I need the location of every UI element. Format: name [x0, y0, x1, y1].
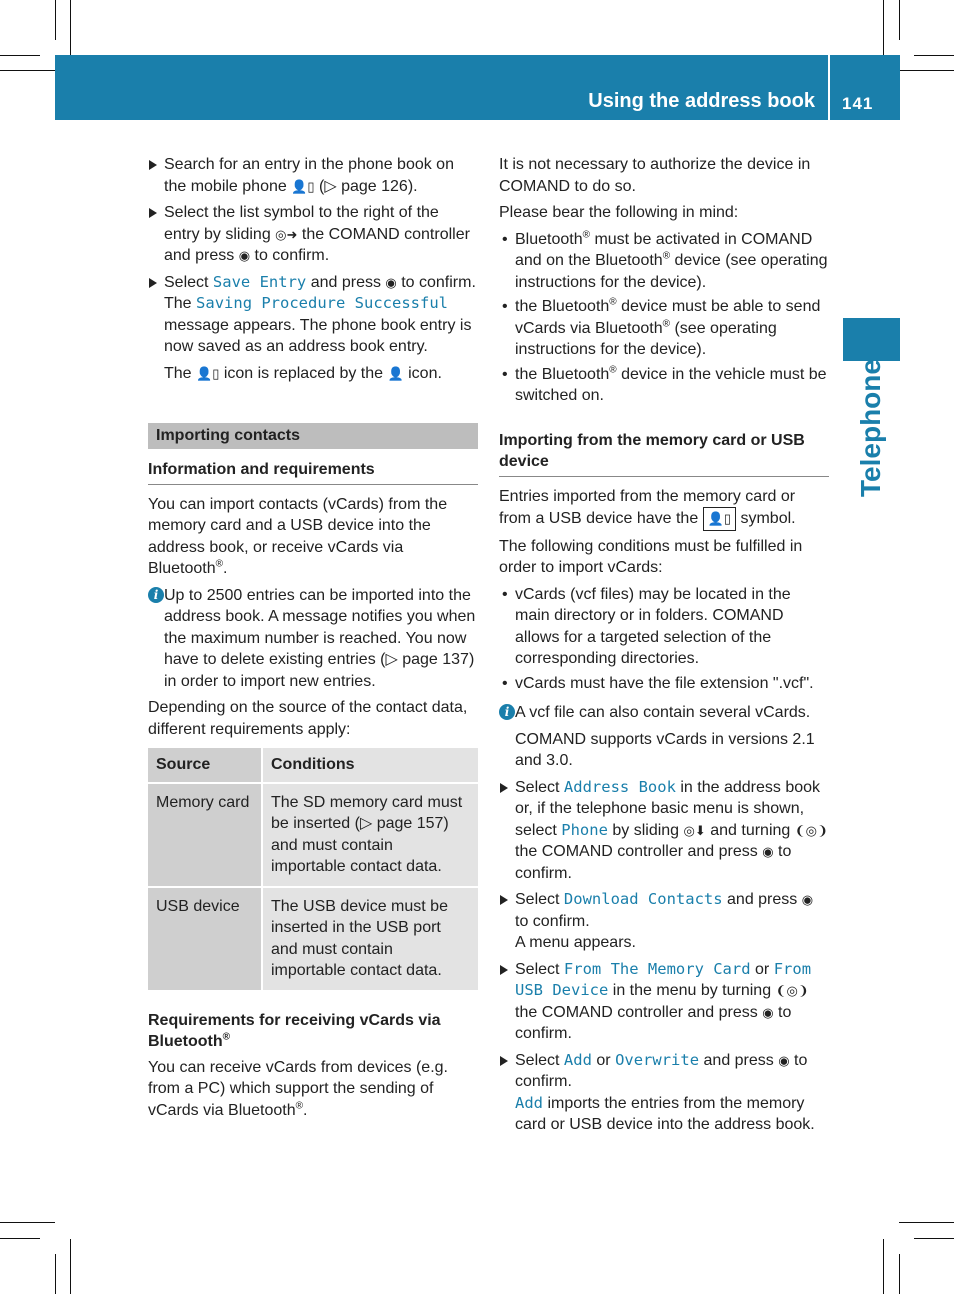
- list-item: • the Bluetooth® device in the vehicle must be switched on.: [499, 364, 829, 407]
- menu-item-from-memory-card: From The Memory Card: [563, 959, 751, 978]
- info-note: i Up to 2500 entries can be imported into the address book. A message notifies you when the maximum number is reached. You now have to delete existing entries (▷ page 137) in order to import new entries.: [148, 585, 478, 693]
- crop-mark: [0, 1238, 40, 1239]
- menu-item-add: Add: [563, 1050, 592, 1069]
- left-column: [148, 154, 478, 1126]
- menu-item-overwrite: Overwrite: [615, 1050, 700, 1069]
- crop-mark: [55, 1254, 56, 1294]
- table-header-row: [148, 748, 478, 783]
- crop-mark: [883, 1239, 884, 1294]
- list-item: • the Bluetooth® device must be able to send vCards via Bluetooth® (see operating instructions for the device).: [499, 296, 829, 361]
- instruction-step: Select the list symbol to the right of the entry by sliding ◎➜ the COMAND controller and press ◉ to confirm.: [148, 202, 478, 267]
- controller-press-icon: ◉: [385, 274, 397, 290]
- message-saving-successful: Saving Procedure Successful: [196, 294, 448, 312]
- chapter-tab: [843, 318, 900, 361]
- menu-item-add: Add: [515, 1093, 543, 1112]
- menu-item-download-contacts: Download Contacts: [563, 890, 723, 908]
- menu-item-save-entry: Save Entry: [212, 272, 307, 291]
- list-item: • vCards must have the file extension ".vcf".: [499, 673, 829, 695]
- table-header: Source: [148, 748, 262, 783]
- info-icon: i: [148, 587, 164, 603]
- table-row: [148, 783, 478, 887]
- table-cell: The USB device must be inserted in the USB port and must contain importable contact data.: [262, 887, 478, 990]
- crop-mark: [883, 0, 884, 55]
- info-icon: i: [499, 704, 515, 720]
- paragraph: It is not necessary to authorize the device in COMAND to do so.: [499, 156, 811, 195]
- paragraph: The following conditions must be fulfilled in order to import vCards:: [499, 537, 803, 576]
- crop-mark: [70, 0, 71, 55]
- info-note: i A vcf file can also contain several vCards.: [499, 702, 829, 724]
- right-column: [499, 154, 829, 1141]
- chapter-label: Telephone: [855, 359, 886, 497]
- instruction-step: Select Save Entry and press ◉ to confirm. The Saving Procedure Successful message appears. The phone book entry is now saved as an address book entry. The 👤▯ icon is replaced by the 👤 icon.: [148, 272, 478, 385]
- page-header: [55, 55, 900, 120]
- controller-press-icon: ◉: [762, 1004, 774, 1020]
- controller-turn-icon: ❨◎❩: [775, 983, 809, 998]
- address-book-person-icon: 👤: [387, 365, 404, 381]
- paragraph: Depending on the source of the contact data, different requirements apply:: [148, 699, 468, 738]
- list-item: • vCards (vcf files) may be located in the main directory or in folders. COMAND allows for a targeted selection of the corresponding directories.: [499, 584, 829, 670]
- menu-item-phone: Phone: [561, 820, 608, 839]
- crop-mark: [0, 1222, 55, 1223]
- instruction-step: Select From The Memory Card or From USB Device in the menu by turning ❨◎❩ the COMAND controller and press ◉ to confirm.: [499, 959, 829, 1045]
- menu-item-address-book: Address Book: [563, 777, 676, 796]
- section-title: Importing contacts: [148, 423, 478, 449]
- crop-mark: [914, 55, 954, 56]
- controller-turn-icon: ❨◎❩: [794, 822, 828, 838]
- controller-press-icon: ◉: [762, 844, 774, 859]
- paragraph: COMAND supports vCards in versions 2.1 and 3.0.: [515, 730, 815, 769]
- header-divider: [828, 55, 830, 120]
- menu-item-from-usb-device: From USB Device: [515, 959, 812, 999]
- table-cell: Memory card: [148, 783, 262, 887]
- crop-mark: [899, 0, 900, 40]
- controller-slide-right-icon: ◎➜: [275, 226, 298, 242]
- controller-slide-down-icon: ◎⬇: [683, 822, 706, 838]
- list-item: • Bluetooth® must be activated in COMAND and on the Bluetooth® device (see operating instructions for the device).: [499, 229, 829, 294]
- subsection-heading: Information and requirements: [148, 459, 478, 485]
- page-number: 141: [842, 94, 874, 113]
- crop-mark: [55, 0, 56, 40]
- requirements-table: [148, 748, 478, 990]
- crop-mark: [899, 70, 954, 71]
- controller-press-icon: ◉: [801, 892, 814, 907]
- memory-card-contact-icon: 👤▯: [703, 507, 736, 531]
- table-header: Conditions: [262, 748, 478, 783]
- instruction-step: Select Add or Overwrite and press ◉ to confirm. Add imports the entries from the memory card or USB device into the address book.: [499, 1050, 829, 1136]
- table-cell: USB device: [148, 887, 262, 990]
- controller-press-icon: ◉: [778, 1052, 790, 1068]
- table-row: [148, 887, 478, 990]
- page-title: Using the address book: [588, 90, 815, 112]
- controller-press-icon: ◉: [238, 248, 251, 263]
- paragraph: Entries imported from the memory card or from a USB device have the 👤▯ symbol.: [499, 486, 829, 531]
- crop-mark: [914, 1238, 954, 1239]
- crop-mark: [70, 1239, 71, 1294]
- table-cell: The SD memory card must be inserted (▷ page 157) and must contain importable contact data.: [262, 783, 478, 887]
- paragraph: You can receive vCards from devices (e.g. from a PC) which support the sending of vCards via Bluetooth®.: [148, 1058, 448, 1119]
- crop-mark: [899, 1222, 954, 1223]
- instruction-step: Select Address Book in the address book or, if the telephone basic menu is shown, select Phone by sliding ◎⬇ and turning ❨◎❩ the COMAND controller and press ◉ to confirm.: [499, 777, 829, 885]
- crop-mark: [0, 70, 55, 71]
- subsection-heading: Importing from the memory card or USB device: [499, 430, 829, 477]
- mobile-phone-icon: 👤▯: [196, 365, 220, 381]
- subsection-heading: Requirements for receiving vCards via Bluetooth®: [148, 1011, 441, 1050]
- instruction-step: Select Download Contacts and press ◉ to confirm. A menu appears.: [499, 889, 829, 954]
- crop-mark: [0, 55, 40, 56]
- paragraph: You can import contacts (vCards) from the memory card and a USB device into the address book, or receive vCards via Bluetooth®.: [148, 495, 448, 577]
- mobile-phone-icon: 👤▯: [291, 178, 315, 194]
- crop-mark: [899, 1254, 900, 1294]
- instruction-step: Search for an entry in the phone book on the mobile phone 👤▯ (▷ page 126).: [148, 154, 478, 197]
- paragraph: Please bear the following in mind:: [499, 204, 739, 221]
